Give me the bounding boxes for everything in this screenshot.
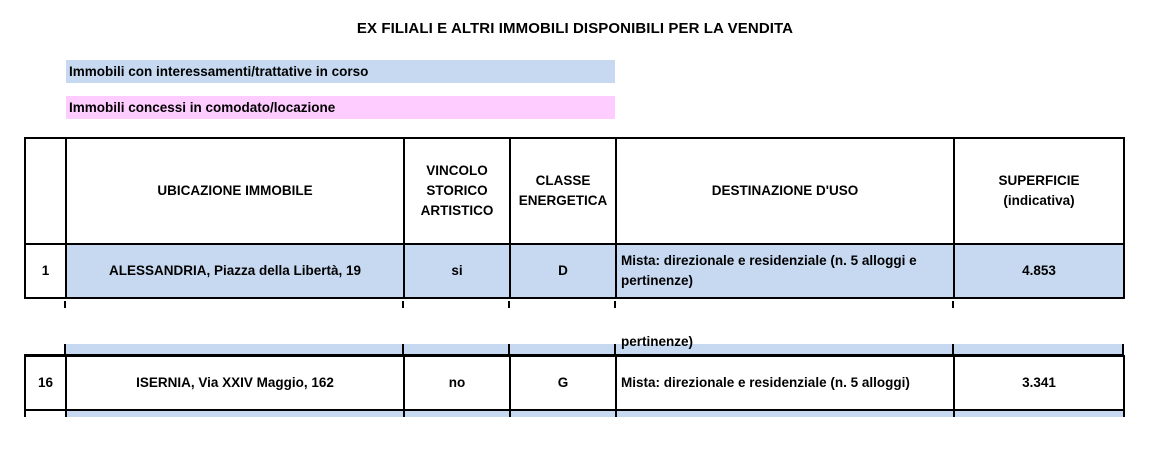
properties-table xyxy=(24,137,1125,299)
table-line-stub xyxy=(952,301,954,308)
row-classe: G xyxy=(510,356,616,410)
header-classe-text: CLASSE ENERGETICA xyxy=(518,173,608,208)
legend-negotiations: Immobili con interessamenti/trattative in corso xyxy=(66,60,615,83)
table-row-cut xyxy=(25,410,1124,417)
row-number: 1 xyxy=(25,244,66,298)
row-superficie: 4.853 xyxy=(954,244,1124,298)
table-line-stub xyxy=(402,301,404,308)
header-superficie-text: SUPERFICIE (indicativa) xyxy=(998,173,1080,208)
legend-loan-lease: Immobili concessi in comodato/locazione xyxy=(66,96,615,119)
properties-table-continued xyxy=(24,355,1125,417)
row-vincolo: si xyxy=(404,244,510,298)
header-classe xyxy=(510,138,616,244)
row-classe: D xyxy=(510,244,616,298)
header-vincolo xyxy=(404,138,510,244)
row-ubicazione: ISERNIA, Via XXIV Maggio, 162 xyxy=(66,356,404,410)
row-ubicazione xyxy=(66,410,404,417)
row-destinazione: Mista: direzionale e residenziale (n. 5 alloggi) xyxy=(616,356,954,410)
table-header-row xyxy=(25,138,1124,244)
row-classe xyxy=(510,410,616,417)
row-vincolo xyxy=(404,410,510,417)
row-number: 16 xyxy=(25,356,66,410)
row-ubicazione: ALESSANDRIA, Piazza della Libertà, 19 xyxy=(66,244,404,298)
row-number xyxy=(25,410,66,417)
row-superficie: 3.341 xyxy=(954,356,1124,410)
header-number xyxy=(25,138,66,244)
cut-row-text: pertinenze) xyxy=(621,334,694,349)
row-destinazione xyxy=(616,410,954,417)
table-line-stub xyxy=(614,301,616,308)
table-row xyxy=(25,244,1124,298)
row-destinazione: Mista: direzionale e residenziale (n. 5 alloggi e pertinenze) xyxy=(616,244,954,298)
header-superficie xyxy=(954,138,1124,244)
header-vincolo-text: VINCOLO STORICO ARTISTICO xyxy=(420,163,494,218)
row-vincolo: no xyxy=(404,356,510,410)
header-destinazione: DESTINAZIONE D'USO xyxy=(616,138,954,244)
row-superficie xyxy=(954,410,1124,417)
page-title: EX FILIALI E ALTRI IMMOBILI DISPONIBILI PER LA VENDITA xyxy=(356,20,794,37)
table-row xyxy=(25,356,1124,410)
table-line-stub xyxy=(64,301,66,308)
table-line-stub xyxy=(508,301,510,308)
header-ubicazione: UBICAZIONE IMMOBILE xyxy=(66,138,404,244)
